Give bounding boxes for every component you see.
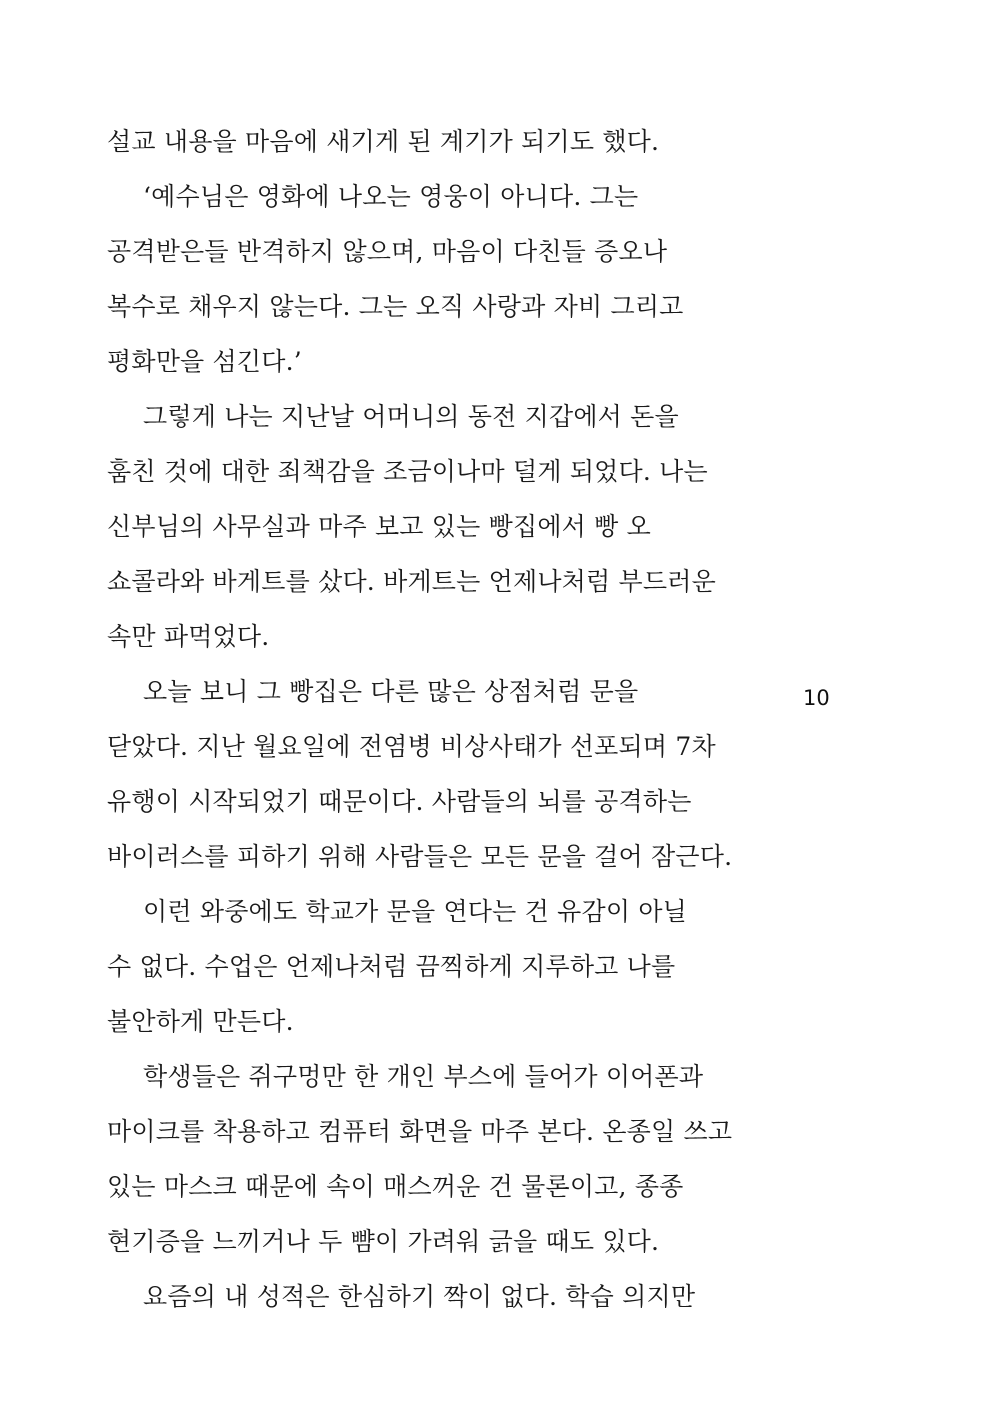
text-line: 속만 파먹었다.	[107, 622, 270, 651]
text-line: 학생들은 쥐구멍만 한 개인 부스에 들어가 이어폰과	[143, 1062, 704, 1091]
text-line: 훔친 것에 대한 죄책감을 조금이나마 덜게 되었다. 나는	[107, 457, 708, 486]
text-line: 공격받은들 반격하지 않으며, 마음이 다친들 증오나	[107, 237, 668, 266]
text-line: 이런 와중에도 학교가 문을 연다는 건 유감이 아닐	[143, 897, 688, 926]
text-line: 평화만을 섬긴다.’	[107, 347, 302, 376]
text-line: 오늘 보니 그 빵집은 다른 많은 상점처럼 문을	[143, 677, 639, 706]
text-line: 닫았다. 지난 월요일에 전염병 비상사태가 선포되며 7차	[107, 732, 716, 761]
text-line: 있는 마스크 때문에 속이 매스꺼운 건 물론이고, 종종	[107, 1172, 684, 1201]
text-line: 설교 내용을 마음에 새기게 된 계기가 되기도 했다.	[107, 127, 660, 156]
page-number: 10	[803, 686, 830, 710]
body-text	[107, 114, 767, 1324]
text-line: 신부님의 사무실과 마주 보고 있는 빵집에서 빵 오	[107, 512, 652, 541]
text-line: 수 없다. 수업은 언제나처럼 끔찍하게 지루하고 나를	[107, 952, 676, 981]
text-line: 현기증을 느끼거나 두 뺨이 가려워 긁을 때도 있다.	[107, 1227, 660, 1256]
text-line: 복수로 채우지 않는다. 그는 오직 사랑과 자비 그리고	[107, 292, 684, 321]
text-line: 그렇게 나는 지난날 어머니의 동전 지갑에서 돈을	[143, 402, 679, 431]
text-line: 유행이 시작되었기 때문이다. 사람들의 뇌를 공격하는	[107, 787, 692, 816]
text-line: 쇼콜라와 바게트를 샀다. 바게트는 언제나처럼 부드러운	[107, 567, 716, 596]
text-line: 불안하게 만든다.	[107, 1007, 294, 1036]
text-line: 마이크를 착용하고 컴퓨터 화면을 마주 본다. 온종일 쓰고	[107, 1117, 733, 1146]
text-line: 요즘의 내 성적은 한심하기 짝이 없다. 학습 의지만	[143, 1282, 696, 1311]
text-line: 바이러스를 피하기 위해 사람들은 모든 문을 걸어 잠근다.	[107, 842, 733, 871]
text-line: ‘예수님은 영화에 나오는 영웅이 아니다. 그는	[143, 182, 639, 211]
